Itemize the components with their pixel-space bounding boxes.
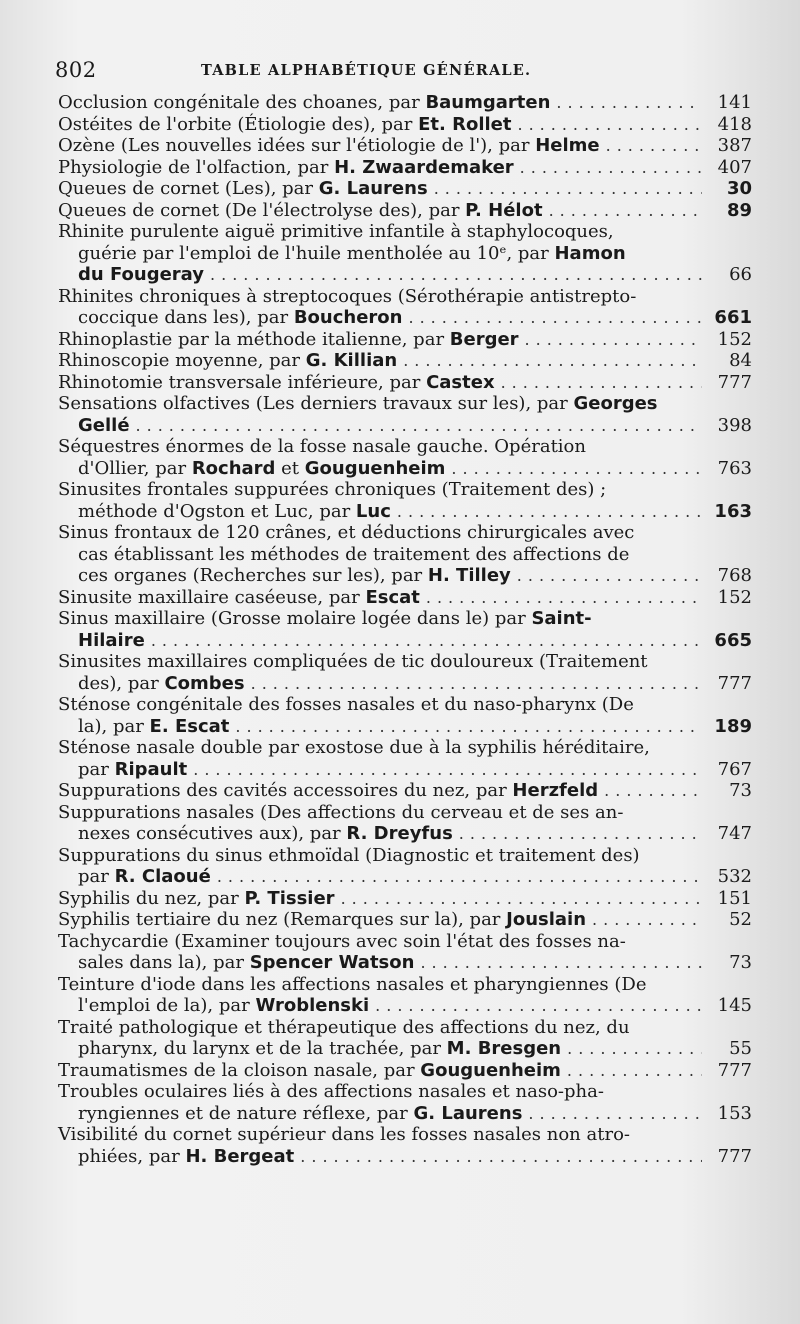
entry-line bbox=[58, 909, 752, 931]
entry-text bbox=[58, 329, 519, 351]
dot-leader bbox=[136, 415, 702, 437]
index-entry bbox=[58, 178, 752, 200]
entry-author: G. Laurens bbox=[413, 1102, 523, 1124]
entry-line bbox=[58, 114, 752, 136]
entry-line bbox=[58, 888, 752, 910]
entry-text bbox=[78, 995, 369, 1017]
page-reference: 768 bbox=[717, 565, 752, 586]
entry-text bbox=[58, 802, 623, 824]
entry-title-text: Sinus maxillaire (Grosse molaire logée dans le) par bbox=[58, 608, 532, 629]
dot-leader bbox=[567, 1038, 702, 1060]
entry-author: Hamon bbox=[554, 242, 626, 264]
entry-text bbox=[58, 780, 598, 802]
entry-title-text: Sténose nasale double par exostose due à la syphilis héréditaire, bbox=[58, 737, 650, 758]
entry-line bbox=[58, 436, 752, 458]
dot-leader bbox=[451, 458, 702, 480]
entry-line bbox=[58, 565, 752, 587]
entry-line bbox=[58, 286, 752, 308]
entry-line bbox=[58, 866, 752, 888]
dot-leader bbox=[518, 114, 703, 136]
page-reference: 777 bbox=[717, 1059, 752, 1081]
entry-text bbox=[58, 221, 614, 243]
entry-title-text: phiées, par bbox=[78, 1145, 186, 1167]
entry-text bbox=[58, 114, 512, 136]
entry-author: G. Laurens bbox=[318, 178, 428, 199]
dot-leader bbox=[341, 888, 702, 910]
entry-text bbox=[58, 651, 648, 673]
entry-title-text: Sinusites frontales suppurées chroniques (Traitement des) ; bbox=[58, 479, 607, 500]
page-reference: 141 bbox=[717, 92, 752, 113]
index-entry bbox=[58, 974, 752, 1017]
entry-author: Baumgarten bbox=[425, 92, 551, 113]
entry-title-text: Rhinoscopie moyenne, par bbox=[58, 350, 306, 371]
index-entry bbox=[58, 651, 752, 694]
index-entry bbox=[58, 393, 752, 436]
entry-author: Gellé bbox=[78, 414, 130, 436]
entry-text bbox=[58, 1060, 561, 1082]
entry-line bbox=[58, 823, 752, 845]
entry-author: Boucheron bbox=[293, 307, 403, 328]
index-entry bbox=[58, 802, 752, 845]
index-entry bbox=[58, 479, 752, 522]
index-entry bbox=[58, 135, 752, 157]
entry-text bbox=[58, 393, 658, 415]
entry-author: Berger bbox=[449, 328, 519, 350]
entry-text bbox=[58, 587, 420, 609]
page-reference: 151 bbox=[717, 887, 752, 909]
entry-author: P. Tissier bbox=[244, 887, 335, 909]
entry-title-text: Suppurations du sinus ethmoïdal (Diagnostic et traitement des) bbox=[58, 844, 640, 866]
entry-text bbox=[58, 479, 606, 501]
entry-author: Rochard bbox=[191, 457, 276, 479]
entry-title-text: Traité pathologique et thérapeutique des affections du nez, du bbox=[58, 1016, 630, 1038]
dot-leader bbox=[251, 673, 702, 695]
entry-title-text: Queues de cornet (De l'électrolyse des), par bbox=[58, 199, 466, 221]
entry-author: H. Zwaardemaker bbox=[334, 156, 514, 178]
entry-line bbox=[58, 501, 752, 523]
entry-text bbox=[58, 1017, 630, 1039]
index-entry bbox=[58, 888, 752, 910]
entry-title-text: Traumatismes de la cloison nasale, par bbox=[58, 1059, 421, 1081]
entry-line bbox=[58, 221, 752, 243]
index-entry bbox=[58, 1017, 752, 1060]
index-entry bbox=[58, 1060, 752, 1082]
index-entries bbox=[58, 92, 752, 1167]
entry-line bbox=[58, 1124, 752, 1146]
entry-text bbox=[78, 673, 245, 695]
entry-author: G. Killian bbox=[305, 350, 398, 371]
entry-text bbox=[58, 1124, 630, 1146]
index-entry bbox=[58, 780, 752, 802]
entry-line bbox=[58, 780, 752, 802]
entry-line bbox=[58, 845, 752, 867]
entry-line bbox=[58, 931, 752, 953]
dot-leader bbox=[520, 157, 702, 179]
entry-text bbox=[78, 264, 204, 286]
entry-author: M. Bresgen bbox=[446, 1038, 562, 1059]
entry-text bbox=[78, 1146, 294, 1168]
dot-leader bbox=[397, 501, 702, 523]
entry-title-text: Sensations olfactives (Les derniers travaux sur les), par bbox=[58, 393, 574, 414]
entry-title-text: méthode d'Ogston et Luc, par bbox=[78, 500, 356, 522]
entry-title-text: Teinture d'iode dans les affections nasales et pharyngiennes (De bbox=[58, 973, 647, 995]
entry-title-text: pharynx, du larynx et de la trachée, par bbox=[78, 1038, 447, 1059]
dot-leader bbox=[217, 866, 702, 888]
entry-title-text: Séquestres énormes de la fosse nasale gauche. Opération bbox=[58, 436, 586, 457]
entry-author: Spencer Watson bbox=[249, 952, 415, 973]
entry-text bbox=[58, 608, 592, 630]
dot-leader bbox=[517, 565, 702, 587]
entry-line bbox=[58, 544, 752, 566]
entry-author: E. Escat bbox=[149, 715, 230, 737]
page-number: 802 bbox=[55, 58, 97, 82]
index-entry bbox=[58, 845, 752, 888]
entry-text bbox=[78, 823, 453, 845]
entry-line bbox=[58, 737, 752, 759]
entry-title-text: Suppurations nasales (Des affections du cerveau et de ses an- bbox=[58, 801, 624, 823]
page-reference: 145 bbox=[717, 995, 752, 1016]
dot-leader bbox=[300, 1146, 702, 1168]
entry-title-text: Queues de cornet (Les), par bbox=[58, 178, 319, 199]
entry-title-text: Tachycardie (Examiner toujours avec soin l'état des fosses na- bbox=[58, 930, 626, 952]
entry-text bbox=[78, 630, 145, 652]
entry-title-text: Suppurations des cavités accessoires du nez, par bbox=[58, 780, 513, 801]
dot-leader bbox=[459, 823, 702, 845]
entry-line bbox=[58, 974, 752, 996]
entry-text bbox=[58, 909, 586, 931]
entry-title-text: cas établissant les méthodes de traitement des affections de bbox=[78, 543, 630, 565]
dot-leader bbox=[604, 780, 702, 802]
entry-text bbox=[58, 737, 650, 759]
entry-text bbox=[78, 759, 187, 781]
entry-author: Jouslain bbox=[506, 909, 587, 930]
page-reference: 89 bbox=[726, 199, 752, 221]
dot-leader bbox=[528, 1103, 702, 1125]
entry-text bbox=[58, 372, 495, 394]
entry-title-text: Rhinotomie transversale inférieure, par bbox=[58, 371, 427, 393]
entry-author: H. Tilley bbox=[427, 565, 511, 586]
entry-title-text: par bbox=[78, 758, 115, 780]
entry-author: H. Bergeat bbox=[185, 1145, 295, 1167]
page-reference: 665 bbox=[714, 629, 752, 651]
entry-line bbox=[58, 1038, 752, 1060]
index-entry bbox=[58, 608, 752, 651]
entry-text bbox=[58, 135, 600, 157]
dot-leader bbox=[549, 200, 702, 222]
index-entry bbox=[58, 92, 752, 114]
entry-text bbox=[58, 350, 397, 372]
entry-text bbox=[78, 866, 211, 888]
entry-text bbox=[78, 952, 414, 974]
page-reference: 767 bbox=[717, 758, 752, 780]
entry-title-text: Sinusites maxillaires compliquées de tic douloureux (Traitement bbox=[58, 651, 648, 672]
dot-leader bbox=[501, 372, 702, 394]
entry-title-text: ryngiennes et de nature réflexe, par bbox=[78, 1102, 414, 1124]
dot-leader bbox=[592, 909, 702, 931]
entry-text bbox=[58, 92, 550, 114]
entry-title-text: nexes consécutives aux), par bbox=[78, 823, 347, 844]
entry-text bbox=[58, 931, 626, 953]
entry-line bbox=[58, 178, 752, 200]
entry-line bbox=[58, 694, 752, 716]
entry-author: Saint- bbox=[531, 608, 592, 629]
entry-text bbox=[78, 415, 130, 437]
entry-text bbox=[78, 1103, 522, 1125]
index-entry bbox=[58, 286, 752, 329]
entry-title-text: des), par bbox=[78, 672, 165, 694]
entry-line bbox=[58, 995, 752, 1017]
dot-leader bbox=[193, 759, 702, 781]
page-reference: 387 bbox=[717, 135, 752, 156]
entry-line bbox=[58, 630, 752, 652]
entry-author: Ripault bbox=[114, 758, 188, 780]
page-reference: 73 bbox=[729, 780, 752, 801]
entry-title-text: l'emploi de la), par bbox=[78, 995, 256, 1016]
page-reference: 777 bbox=[717, 1145, 752, 1167]
entry-title-text: sales dans la), par bbox=[78, 952, 250, 973]
page-reference: 55 bbox=[729, 1038, 752, 1059]
entry-title-text: ces organes (Recherches sur les), par bbox=[78, 565, 428, 586]
entry-conjunction: et bbox=[275, 457, 305, 479]
entry-line bbox=[58, 92, 752, 114]
entry-title-text: Sinusite maxillaire caséeuse, par bbox=[58, 586, 366, 608]
entry-line bbox=[58, 372, 752, 394]
index-entry bbox=[58, 909, 752, 931]
entry-author: Gouguenheim bbox=[304, 457, 446, 479]
dot-leader bbox=[235, 716, 702, 738]
entry-line bbox=[58, 1103, 752, 1125]
page-reference: 763 bbox=[717, 457, 752, 479]
index-entry bbox=[58, 931, 752, 974]
entry-text bbox=[58, 157, 514, 179]
entry-title-text: Rhinite purulente aiguë primitive infantile à staphylocoques, bbox=[58, 221, 614, 242]
entry-author: Hilaire bbox=[78, 629, 145, 651]
entry-author: Escat bbox=[365, 586, 420, 608]
entry-line bbox=[58, 759, 752, 781]
page-header bbox=[55, 58, 745, 88]
entry-line bbox=[58, 522, 752, 544]
entry-text bbox=[78, 458, 445, 480]
entry-line bbox=[58, 307, 752, 329]
entry-text bbox=[78, 243, 626, 265]
index-entry bbox=[58, 1081, 752, 1124]
entry-text bbox=[58, 522, 634, 544]
index-entry bbox=[58, 737, 752, 780]
entry-text bbox=[58, 845, 640, 867]
entry-author: Gouguenheim bbox=[420, 1059, 561, 1081]
running-title: TABLE ALPHABÉTIQUE GÉNÉRALE. bbox=[201, 62, 532, 79]
entry-line bbox=[58, 1060, 752, 1082]
dot-leader bbox=[606, 135, 702, 157]
page-reference: 747 bbox=[717, 823, 752, 844]
entry-title-text: Troubles oculaires liés à des affections nasales et naso-pha- bbox=[58, 1081, 604, 1102]
index-entry bbox=[58, 522, 752, 587]
entry-title-text: Sinus frontaux de 120 crânes, et déductions chirurgicales avec bbox=[58, 522, 635, 543]
entry-title-text: Rhinites chroniques à streptocoques (Sérothérapie antistrepto- bbox=[58, 285, 637, 307]
entry-text bbox=[58, 1081, 604, 1103]
index-entry bbox=[58, 200, 752, 222]
entry-line bbox=[58, 458, 752, 480]
entry-text bbox=[58, 200, 543, 222]
entry-line bbox=[58, 479, 752, 501]
dot-leader bbox=[403, 350, 702, 372]
entry-text bbox=[78, 1038, 561, 1060]
entry-line bbox=[58, 329, 752, 351]
index-entry bbox=[58, 587, 752, 609]
page-reference: 73 bbox=[729, 952, 752, 973]
page-reference: 152 bbox=[717, 328, 752, 350]
entry-line bbox=[58, 243, 752, 265]
index-entry bbox=[58, 350, 752, 372]
dot-leader bbox=[567, 1060, 702, 1082]
page-reference: 152 bbox=[717, 586, 752, 608]
entry-line bbox=[58, 1146, 752, 1168]
dot-leader bbox=[434, 178, 702, 200]
index-entry bbox=[58, 436, 752, 479]
entry-author: Castex bbox=[426, 371, 495, 393]
entry-line bbox=[58, 716, 752, 738]
index-entry bbox=[58, 221, 752, 286]
entry-line bbox=[58, 350, 752, 372]
index-entry bbox=[58, 372, 752, 394]
entry-text bbox=[78, 565, 511, 587]
entry-title-text: Syphilis du nez, par bbox=[58, 887, 245, 909]
entry-line bbox=[58, 952, 752, 974]
dot-leader bbox=[556, 92, 702, 114]
entry-line bbox=[58, 1017, 752, 1039]
index-entry bbox=[58, 694, 752, 737]
entry-author: Combes bbox=[164, 672, 245, 694]
entry-author: Helme bbox=[535, 135, 600, 156]
entry-author: Georges bbox=[573, 393, 658, 414]
entry-text bbox=[58, 286, 636, 308]
entry-title-text: par bbox=[78, 866, 115, 887]
page-reference: 532 bbox=[717, 866, 752, 887]
entry-line bbox=[58, 393, 752, 415]
entry-title-text: Ozène (Les nouvelles idées sur l'étiologie de l'), par bbox=[58, 135, 536, 156]
dot-leader bbox=[426, 587, 702, 609]
dot-leader bbox=[375, 995, 702, 1017]
entry-line bbox=[58, 673, 752, 695]
entry-line bbox=[58, 415, 752, 437]
entry-line bbox=[58, 802, 752, 824]
entry-title-text: Rhinoplastie par la méthode italienne, par bbox=[58, 328, 450, 350]
entry-line bbox=[58, 1081, 752, 1103]
entry-line bbox=[58, 157, 752, 179]
entry-author: Et. Rollet bbox=[418, 113, 512, 135]
page-reference: 407 bbox=[717, 156, 752, 178]
entry-title-text: Sténose congénitale des fosses nasales et du naso-pharynx (De bbox=[58, 694, 634, 715]
entry-title-text: Physiologie de l'olfaction, par bbox=[58, 156, 335, 178]
page-reference: 153 bbox=[717, 1102, 752, 1124]
entry-title-text: coccique dans les), par bbox=[78, 307, 294, 328]
index-entry bbox=[58, 157, 752, 179]
entry-line bbox=[58, 200, 752, 222]
entry-author: Wroblenski bbox=[255, 995, 370, 1016]
entry-text bbox=[78, 716, 229, 738]
entry-text bbox=[58, 974, 647, 996]
entry-author: R. Claoué bbox=[114, 866, 211, 887]
dot-leader bbox=[210, 264, 702, 286]
entry-author: Luc bbox=[355, 500, 391, 522]
entry-title-text: la), par bbox=[78, 715, 150, 737]
entry-title-text: Visibilité du cornet supérieur dans les fosses nasales non atro- bbox=[58, 1124, 630, 1145]
dot-leader bbox=[420, 952, 702, 974]
page-reference: 777 bbox=[717, 672, 752, 694]
page-reference: 418 bbox=[717, 113, 752, 135]
index-entry bbox=[58, 329, 752, 351]
entry-line bbox=[58, 608, 752, 630]
dot-leader bbox=[525, 329, 702, 351]
entry-text bbox=[78, 501, 391, 523]
page-reference: 52 bbox=[729, 909, 752, 930]
page-reference: 84 bbox=[729, 350, 752, 371]
page-reference: 777 bbox=[717, 371, 752, 393]
entry-line bbox=[58, 135, 752, 157]
page-reference: 189 bbox=[714, 715, 752, 737]
entry-text bbox=[78, 544, 629, 566]
page-reference: 66 bbox=[729, 264, 752, 285]
entry-title-text: Ostéites de l'orbite (Étiologie des), par bbox=[58, 113, 419, 135]
page-reference: 398 bbox=[717, 414, 752, 436]
entry-author: P. Hélot bbox=[465, 199, 543, 221]
entry-author: du Fougeray bbox=[78, 264, 205, 285]
entry-author: Herzfeld bbox=[512, 780, 599, 801]
index-entry bbox=[58, 114, 752, 136]
entry-text bbox=[58, 888, 335, 910]
entry-title-text: Occlusion congénitale des choanes, par bbox=[58, 92, 426, 113]
entry-author: R. Dreyfus bbox=[346, 823, 453, 844]
entry-line bbox=[58, 264, 752, 286]
dot-leader bbox=[151, 630, 702, 652]
dot-leader bbox=[408, 307, 702, 329]
index-entry bbox=[58, 1124, 752, 1167]
entry-title-text: d'Ollier, par bbox=[78, 457, 192, 479]
entry-line bbox=[58, 651, 752, 673]
page-reference: 30 bbox=[726, 178, 752, 199]
entry-title-text: Syphilis tertiaire du nez (Remarques sur la), par bbox=[58, 909, 507, 930]
entry-title-text: guérie par l'emploi de l'huile mentholée au 10ᵉ, par bbox=[78, 242, 555, 264]
entry-line bbox=[58, 587, 752, 609]
page-reference: 163 bbox=[714, 500, 752, 522]
entry-text bbox=[78, 307, 402, 329]
page-reference: 661 bbox=[714, 307, 752, 328]
entry-text bbox=[58, 178, 428, 200]
entry-text bbox=[58, 436, 586, 458]
entry-text bbox=[58, 694, 634, 716]
